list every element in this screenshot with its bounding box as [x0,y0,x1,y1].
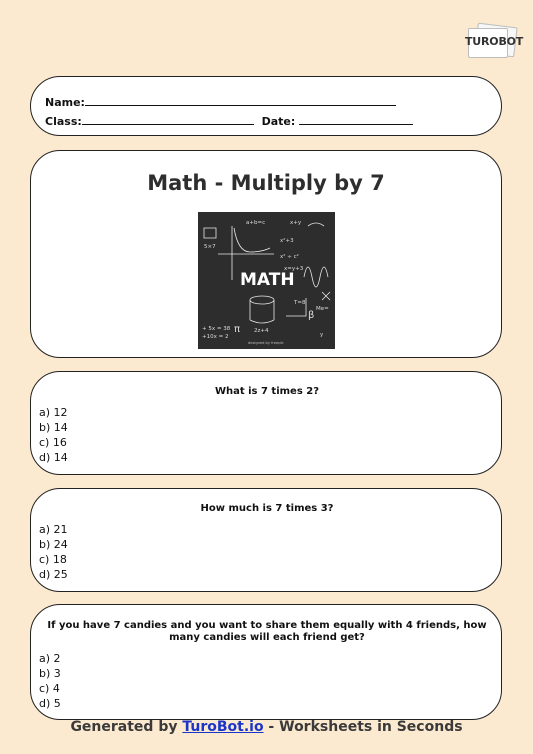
class-label: Class: [45,115,82,128]
name-row [45,94,396,109]
date-label: Date: [261,115,296,128]
formula-14: T=8 [294,300,306,306]
footer-suffix: - Worksheets in Seconds [263,719,463,735]
question-text-2: How much is 7 times 3? [200,503,334,514]
cylinder-bottom [250,320,274,323]
formula-6: β [308,310,315,321]
name-line[interactable] [85,94,396,106]
formula-7: 2z+4 [254,328,269,334]
option-a[interactable]: a) 12 [39,406,68,419]
option-d[interactable]: d) 5 [39,697,61,710]
formula-10: +10x = 2 [202,334,229,340]
option-d[interactable]: d) 14 [39,451,68,464]
formula-13: x=y+3 [284,266,304,272]
option-b[interactable]: b) 14 [39,421,68,434]
board-word: MATH [240,270,295,290]
option-c[interactable]: c) 16 [39,436,67,449]
graph-curve [234,228,270,252]
options-list-2 [39,522,68,582]
board-credit: designed by freepik [248,341,284,345]
chalkboard-svg [198,212,335,349]
question-text-1: What is 7 times 2? [214,386,320,397]
cylinder-top [250,296,274,304]
formula-11: Me= [316,306,329,312]
turobot-link[interactable]: TuroBot.io [182,719,264,735]
option-a[interactable]: a) 2 [39,652,61,665]
cross-mark [322,292,330,300]
options-list-1 [39,405,68,465]
student-info-card [30,76,502,136]
option-b[interactable]: b) 24 [39,538,68,551]
arc-mark [308,223,324,226]
class-line[interactable] [82,113,254,125]
formula-12: y [320,332,324,338]
logo-text: TUROBOT [465,35,524,48]
option-d[interactable]: d) 25 [39,568,68,581]
footer [0,719,533,735]
question-card-2 [30,488,502,592]
formula-2: x+y [290,220,302,226]
chalkboard-illustration [198,212,335,349]
worksheet-title: Math - Multiply by 7 [147,171,385,195]
name-label: Name: [45,96,85,109]
formula-4: x²+3 [280,238,294,244]
option-c[interactable]: c) 4 [39,682,60,695]
matrix-box [204,228,216,238]
turobot-logo [464,24,524,58]
option-c[interactable]: c) 18 [39,553,67,566]
question-text-3: If you have 7 candies and you want to share them equally with 4 friends, how many candies will each friend get? [47,620,487,643]
formula-1: a+b=c [246,220,266,226]
worksheet-title-card [30,150,502,358]
formula-9: + 5x = 38 [202,326,231,332]
sine-wave [304,267,328,287]
option-a[interactable]: a) 21 [39,523,68,536]
options-list-3 [39,651,61,711]
formula-5: π [234,324,241,335]
formula-8: x² ÷ c² [280,254,299,260]
date-line[interactable] [299,113,413,125]
footer-prefix: Generated by [70,719,183,735]
question-card-3 [30,604,502,720]
formula-3: 5×7 [204,244,216,250]
class-date-row [45,113,413,128]
question-card-1 [30,371,502,475]
option-b[interactable]: b) 3 [39,667,61,680]
